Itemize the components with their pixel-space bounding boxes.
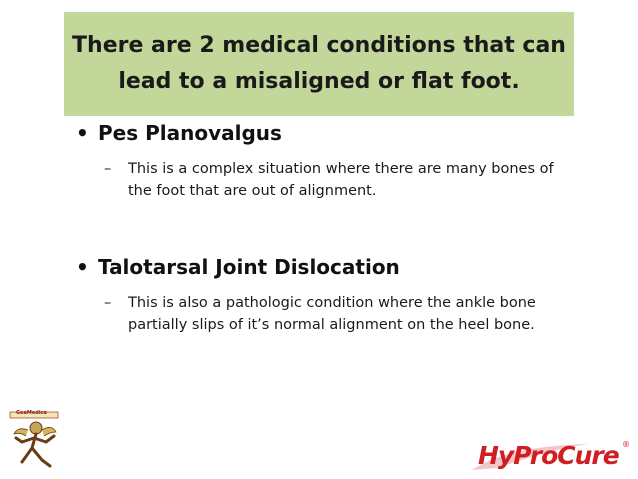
sub-item-text: This is also a pathologic condition where the ankle bone partially slips of it’s normal alignment on the heel bone. [128, 295, 536, 333]
bullet-item-talotarsal-dislocation [76, 255, 400, 279]
sub-item-text: This is a complex situation where there are many bones of the foot that are out of alignment. [128, 161, 554, 199]
dash-symbol: – [104, 161, 112, 177]
running-figure-logo-icon [8, 408, 60, 474]
registered-mark: ® [622, 440, 630, 449]
bullet-item-pes-planovalgus [76, 121, 282, 145]
bullet-symbol: • [76, 121, 89, 145]
bullet-heading: Pes Planovalgus [98, 121, 282, 145]
hyprocure-wordmark [478, 441, 619, 470]
sub-item-pes-planovalgus [104, 158, 574, 202]
sub-item-talotarsal-dislocation [104, 292, 574, 336]
bullet-heading: Talotarsal Joint Dislocation [98, 255, 400, 279]
dash-symbol: – [104, 295, 112, 311]
slide-title: There are 2 medical conditions that can lead to a misaligned or flat foot. [72, 33, 566, 94]
bullet-symbol: • [76, 255, 89, 279]
title-banner [64, 12, 574, 116]
geomedica-logo-text: GeaMedica [16, 410, 47, 416]
hyprocure-wordmark-a: HyPro [478, 441, 558, 470]
hyprocure-wordmark-b: Cure [557, 441, 619, 470]
